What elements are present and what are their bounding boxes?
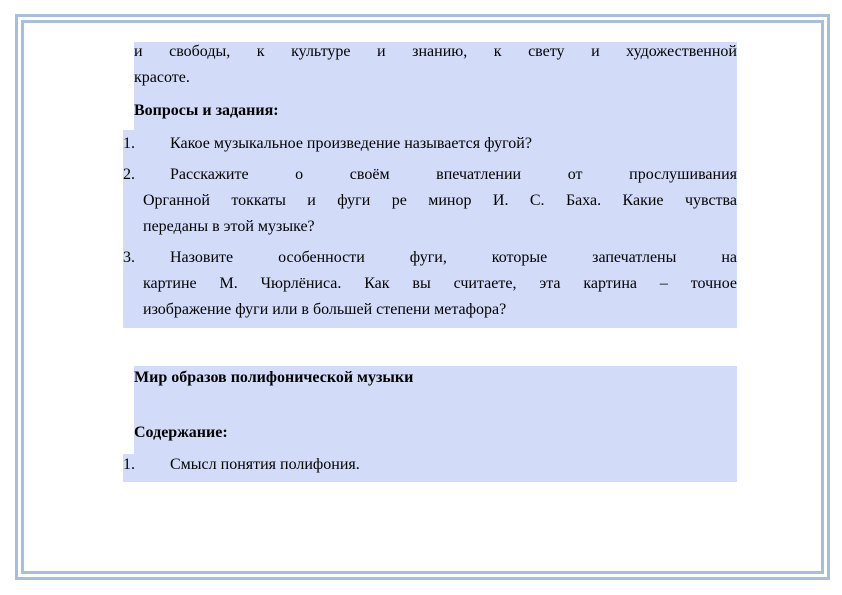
intro-line-1: и свободы, к культуре и знанию, к свету и художественной [134, 43, 737, 60]
question-3-line-2: картине М. Чюрлёниса. Как вы считаете, эта картина – точное [143, 275, 737, 292]
question-2-line-1: Расскажите о своём впечатлении от прослушивания [170, 166, 737, 183]
question-3-number: 3. [123, 249, 135, 266]
question-3-line-3: изображение фуги или в большей степени метафора? [143, 301, 507, 318]
question-2-line-2: Органной токкаты и фуги ре минор И. С. Баха. Какие чувства [143, 192, 737, 209]
question-1-text: Какое музыкальное произведение называется фугой? [170, 135, 532, 152]
question-2-number: 2. [123, 166, 135, 183]
question-1-number: 1. [123, 135, 135, 152]
content-item-1-text: Смысл понятия полифония. [170, 456, 360, 473]
question-2-line-3: переданы в этой музыке? [143, 218, 315, 235]
content-heading: Содержание: [134, 424, 228, 441]
section-title: Мир образов полифонической музыки [134, 369, 414, 386]
content-item-1-number: 1. [123, 456, 135, 473]
intro-line-2: красоте. [134, 69, 190, 86]
questions-heading: Вопросы и задания: [134, 102, 279, 119]
question-3-line-1: Назовите особенности фуги, которые запечатлены на [170, 249, 737, 266]
